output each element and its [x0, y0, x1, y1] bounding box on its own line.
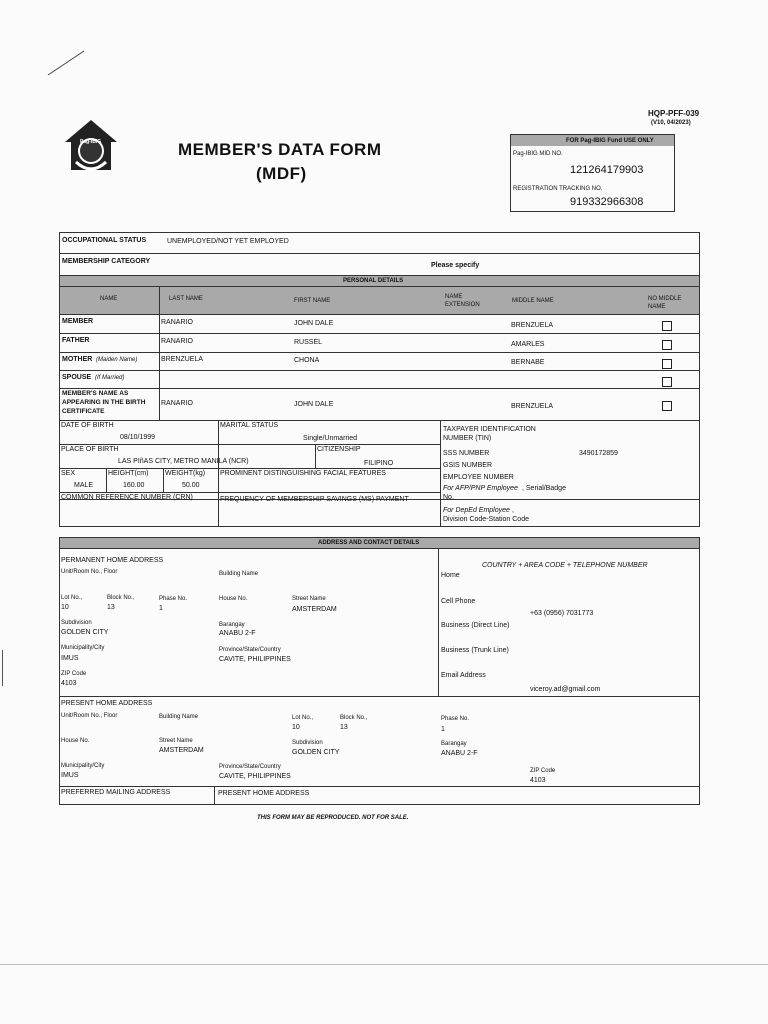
occupational-value: UNEMPLOYED/NOT YET EMPLOYED [167, 238, 289, 245]
perm-zip-label: ZIP Code [61, 671, 87, 677]
logo-text: Pag-IBIG [80, 139, 102, 145]
perm-street-label: Street Name [292, 596, 326, 602]
sss-value: 3490172859 [579, 450, 618, 457]
pob-value: LAS PIñAS CITY, METRO MANILA (NCR) [118, 458, 249, 465]
birthcert-label-1: MEMBER'S NAME AS [62, 390, 129, 397]
father-first: RUSSEL [294, 339, 323, 346]
form-code: HQP-PFF-039 [648, 109, 700, 118]
member-last: RANARIO [161, 319, 193, 326]
col-name: NAME [100, 296, 118, 302]
birthcert-last: RANARIO [161, 400, 193, 407]
pob-label: PLACE OF BIRTH [61, 446, 119, 453]
birthcert-label-3: CERTIFICATE [62, 408, 105, 415]
pres-building-label: Building Name [159, 714, 199, 720]
divider [59, 696, 700, 697]
pres-zip-label: ZIP Code [530, 768, 556, 774]
pres-phase-label: Phase No. [441, 716, 470, 722]
home-phone-label: Home [441, 572, 460, 579]
col-ext-line2: EXTENSION [445, 302, 480, 308]
perm-lot-value: 10 [61, 604, 69, 611]
pres-zip-value: 4103 [530, 777, 546, 784]
citizenship-value: FILIPINO [364, 460, 394, 467]
divider [59, 548, 700, 549]
pres-municipality-label: Municipality/City [61, 763, 105, 769]
pres-lot-value: 10 [292, 724, 300, 731]
divider [214, 786, 215, 805]
crn-label: COMMON REFERENCE NUMBER (CRN) [61, 494, 193, 501]
pres-street-label: Street Name [159, 738, 193, 744]
perm-block-value: 13 [107, 604, 115, 611]
email-label: Email Address [441, 672, 486, 679]
citizenship-label: CITIZENSHIP [317, 446, 361, 453]
perm-municipality-value: IMUS [61, 655, 79, 662]
member-label: MEMBER [62, 318, 94, 325]
employee-label: EMPLOYEE NUMBER [443, 474, 514, 481]
col-middle-name: MIDDLE NAME [512, 298, 554, 304]
perm-street-value: AMSTERDAM [292, 606, 337, 613]
father-middle: AMARLES [511, 341, 545, 348]
rtn-label: REGISTRATION TRACKING NO. [513, 186, 603, 192]
scan-edge [2, 650, 3, 686]
occupational-label: OCCUPATIONAL STATUS [62, 237, 147, 244]
deped-text-2: , [512, 507, 514, 514]
perm-barangay-value: ANABU 2-F [219, 630, 256, 637]
perm-barangay-label: Barangay [219, 622, 245, 628]
perm-phase-value: 1 [159, 605, 163, 612]
phone-heading: COUNTRY + AREA CODE + TELEPHONE NUMBER [482, 562, 648, 569]
col-nomiddle-line2: NAME [648, 304, 666, 310]
pres-phase-value: 1 [441, 726, 445, 733]
form-subtitle: (MDF) [256, 164, 307, 183]
preferred-label: PREFERRED MAILING ADDRESS [61, 789, 171, 796]
pres-subdivision-value: GOLDEN CITY [292, 749, 340, 756]
pres-block-label: Block No., [340, 715, 368, 721]
perm-house-label: House No. [219, 596, 248, 602]
personal-heading: PERSONAL DETAILS [343, 278, 404, 284]
pres-province-label: Province/State/Country [219, 764, 281, 770]
business-direct-label: Business (Direct Line) [441, 622, 510, 629]
member-first: JOHN DALE [294, 320, 334, 327]
divider [438, 548, 439, 696]
afp-text-1: For AFP/PNP Employee [443, 485, 518, 492]
height-value: 160.00 [123, 482, 145, 489]
perm-phase-label: Phase No. [159, 596, 188, 602]
pres-municipality-value: IMUS [61, 772, 79, 779]
facial-label: PROMINENT DISTINGUISHING FACIAL FEATURES [220, 470, 386, 477]
dob-label: DATE OF BIRTH [61, 422, 114, 429]
col-first-name: FIRST NAME [294, 298, 331, 304]
present-label: PRESENT HOME ADDRESS [61, 700, 153, 707]
mother-sub: (Maiden Name) [96, 357, 138, 363]
footer-note: THIS FORM MAY BE REPRODUCED. NOT FOR SALE. [257, 815, 409, 821]
pres-province-value: CAVITE, PHILIPPINES [219, 773, 291, 780]
weight-label: WEIGHT(kg) [165, 470, 206, 477]
perm-unit-label: Unit/Room No., Floor [61, 569, 118, 575]
height-label: HEIGHT(cm) [108, 470, 149, 477]
deped-text-1: For DepEd Employee [443, 507, 510, 514]
ms-label: FREQUENCY OF MEMBERSHIP SAVINGS (MS) PAYMENT [220, 496, 409, 503]
rtn-value: 919332966308 [570, 196, 644, 208]
marital-value: Single/Unmarried [303, 435, 358, 442]
sex-value: MALE [74, 482, 94, 489]
gsis-label: GSIS NUMBER [443, 462, 493, 469]
cell-phone-label: Cell Phone [441, 598, 476, 605]
perm-block-label: Block No., [107, 595, 135, 601]
personal-outer-border [59, 232, 700, 527]
address-heading: ADDRESS AND CONTACT DETAILS [318, 540, 420, 546]
perm-building-label: Building Name [219, 571, 259, 577]
perm-municipality-label: Municipality/City [61, 645, 105, 651]
perm-zip-value: 4103 [61, 680, 77, 687]
membership-label: MEMBERSHIP CATEGORY [62, 258, 151, 265]
spouse-label: SPOUSE [62, 374, 92, 381]
father-last: RANARIO [161, 338, 193, 345]
col-nomiddle-line1: NO MIDDLE [648, 296, 682, 302]
birthcert-middle: BRENZUELA [511, 403, 554, 410]
perm-province-value: CAVITE, PHILIPPINES [219, 656, 291, 663]
form-title: MEMBER'S DATA FORM [178, 140, 382, 159]
col-ext-line1: NAME [445, 294, 463, 300]
scan-edge [0, 964, 768, 965]
afp-text-3: No. [443, 494, 454, 501]
afp-text-2: , Serial/Badge [522, 485, 566, 492]
perm-subdivision-label: Subdivision [61, 620, 92, 626]
birthcert-first: JOHN DALE [294, 401, 334, 408]
perm-province-label: Province/State/Country [219, 647, 281, 653]
pres-street-value: AMSTERDAM [159, 747, 204, 754]
pres-barangay-value: ANABU 2-F [441, 750, 478, 757]
pres-unit-label: Unit/Room No., Floor [61, 713, 118, 719]
preferred-value: PRESENT HOME ADDRESS [218, 790, 310, 797]
pres-barangay-label: Barangay [441, 741, 467, 747]
sex-label: SEX [61, 470, 76, 477]
membership-note: Please specify [431, 262, 480, 269]
perm-lot-label: Lot No., [61, 595, 83, 601]
dob-value: 08/10/1999 [120, 434, 156, 441]
pres-block-value: 13 [340, 724, 348, 731]
mid-label: Pag-IBIG MID NO. [513, 151, 563, 157]
form-version: (V10, 04/2023) [651, 120, 691, 126]
mid-value: 121264179903 [570, 164, 644, 176]
birthcert-label-2: APPEARING IN THE BIRTH [62, 399, 146, 406]
pres-lot-label: Lot No., [292, 715, 314, 721]
divider [59, 786, 700, 787]
marital-label: MARITAL STATUS [220, 422, 279, 429]
mother-label: MOTHER [62, 356, 93, 363]
fund-use-heading: FOR Pag-IBIG Fund USE ONLY [566, 138, 654, 144]
tin-label-1: TAXPAYER IDENTIFICATION [443, 426, 536, 433]
pres-subdivision-label: Subdivision [292, 740, 323, 746]
business-trunk-label: Business (Trunk Line) [441, 647, 509, 654]
cell-phone-value: +63 (0956) 7031773 [530, 610, 594, 617]
permanent-label: PERMANENT HOME ADDRESS [61, 557, 164, 564]
address-section-box [59, 537, 700, 805]
father-label: FATHER [62, 337, 90, 344]
email-value: viceroy.ad@gmail.com [530, 686, 601, 693]
mother-first: CHONA [294, 357, 320, 364]
mother-last: BRENZUELA [161, 356, 204, 363]
col-last-name: LAST NAME [169, 296, 203, 302]
member-middle: BRENZUELA [511, 322, 554, 329]
pres-house-label: House No. [61, 738, 90, 744]
mother-middle: BERNABE [511, 359, 545, 366]
spouse-sub: (If Married) [95, 375, 125, 381]
sss-label: SSS NUMBER [443, 450, 490, 457]
weight-value: 50.00 [182, 482, 200, 489]
deped-text-3: Division Code-Station Code [443, 516, 529, 523]
pagibig-logo-icon [62, 118, 120, 174]
perm-subdivision-value: GOLDEN CITY [61, 629, 109, 636]
pen-stroke-mark [46, 48, 86, 78]
tin-label-2: NUMBER (TIN) [443, 435, 492, 442]
